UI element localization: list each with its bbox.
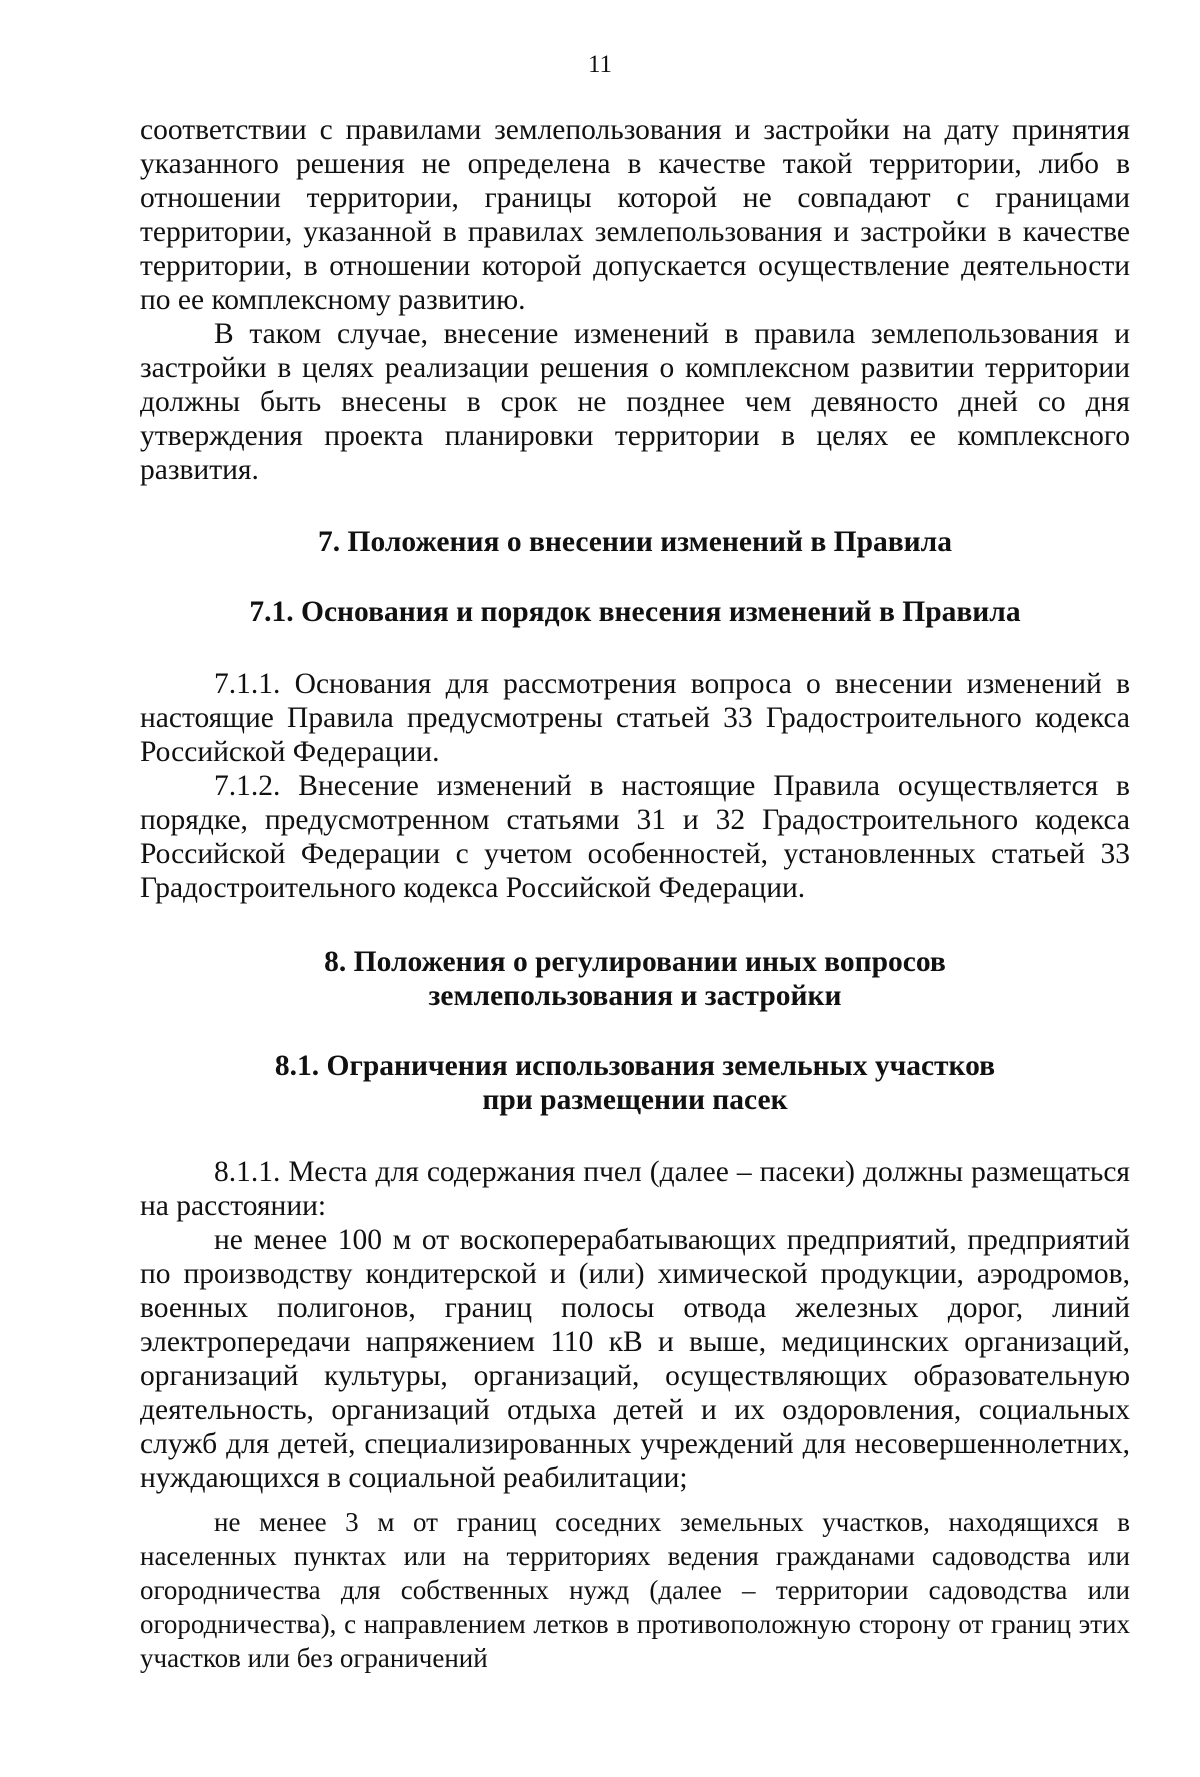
clause-7-1-2: 7.1.2. Внесение изменений в настоящие Правила осуществляется в порядке, предусмотренном статьями 31 и 32 Градостроительного кодекса Российской Федерации с учетом особенностей, установленных статьей 33 Градостроительного кодекса Российской Федерации. <box>140 770 1130 904</box>
section-8-1-heading-line1: 8.1. Ограничения использования земельных участков <box>274 1050 996 1082</box>
document-body <box>140 113 1130 1675</box>
distance-100m-paragraph: не менее 100 м от воскоперерабатывающих предприятий, предприятий по производству кондитерской и (или) химической продукции, аэродромов, военных полигонов, границ полосы отвода железных дорог, линий электропередачи напряжением 110 кВ и выше, медицинских организаций, организаций культуры, организаций, осуществляющих образовательную деятельность, организаций отдыха детей и их оздоровления, социальных служб для детей, специализированных учреждений для несовершеннолетних, нуждающихся в социальной реабилитации; <box>140 1224 1130 1494</box>
distance-3m-paragraph: не менее 3 м от границ соседних земельных участков, находящихся в населенных пунктах или на территориях ведения гражданами садоводства или огородничества для собственных нужд (далее – территории садоводства или огородничества), с направлением летков в противоположную сторону от границ этих участков или без ограничений <box>140 1507 1130 1673</box>
section-7-heading: 7. Положения о внесении изменений в Правила <box>318 526 952 558</box>
section-8-1-heading <box>140 1049 1130 1117</box>
section-8-heading <box>140 945 1130 1013</box>
section-7-1-heading: 7.1. Основания и порядок внесения изменений в Правила <box>249 596 1021 628</box>
paragraph-deadline: В таком случае, внесение изменений в правила землепользования и застройки в целях реализации решения о комплексном развитии территории должны быть внесены в срок не позднее чем девяносто дней со дня утверждения проекта планировки территории в целях ее комплексного развития. <box>140 318 1130 486</box>
clause-8-1-1: 8.1.1. Места для содержания пчел (далее – пасеки) должны размещаться на расстоянии: <box>140 1156 1130 1222</box>
clause-7-1-1: 7.1.1. Основания для рассмотрения вопроса о внесении изменений в настоящие Правила предусмотрены статьей 33 Градостроительного кодекса Российской Федерации. <box>140 668 1130 768</box>
section-8-1-heading-line2: при размещении пасек <box>482 1084 788 1116</box>
page-number: 11 <box>587 51 613 78</box>
paragraph-continuation: соответствии с правилами землепользования и застройки на дату принятия указанного решения не определена в качестве такой территории, либо в отношении территории, границы которой не совпадают с границами территории, указанной в правилах землепользования и застройки в качестве территории, в отношении которой допускается осуществление деятельности по ее комплексному развитию. <box>140 114 1130 316</box>
section-8-heading-line2: землепользования и застройки <box>428 980 842 1012</box>
section-8-heading-line1: 8. Положения о регулировании иных вопросов <box>324 946 946 978</box>
